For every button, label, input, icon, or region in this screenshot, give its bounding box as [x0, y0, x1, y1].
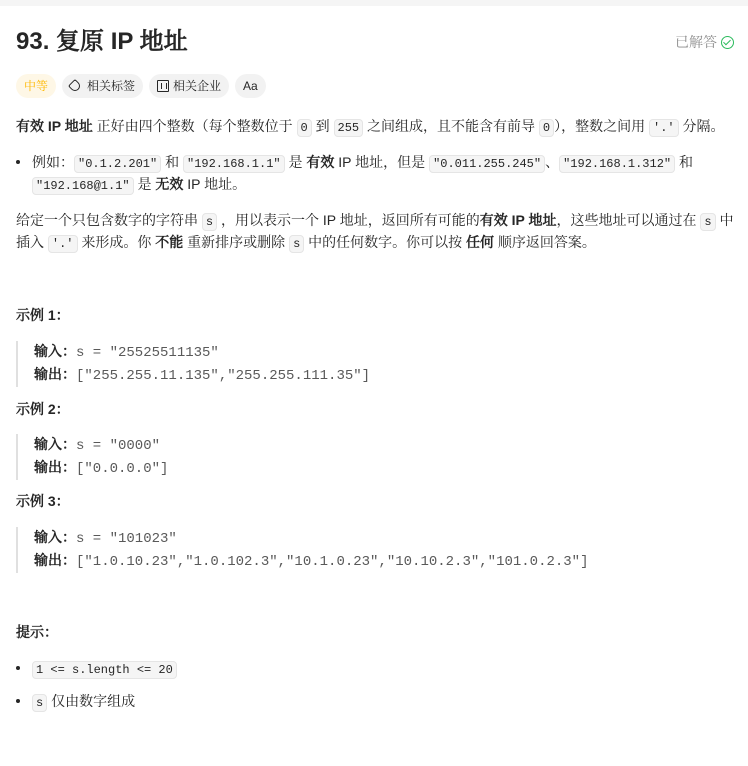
- text: 是: [133, 176, 156, 192]
- text: 和: [675, 154, 694, 170]
- text: ，用以表示一个 IP 地址，返回所有可能的: [217, 212, 480, 228]
- text: ），整数之间用: [554, 118, 650, 134]
- example-2-title: 示例 2：: [16, 401, 70, 417]
- example-1-input: [34, 341, 716, 364]
- input-value: s = "101023": [76, 531, 177, 547]
- bullet-dot: [16, 160, 20, 164]
- example-1-title: 示例 1：: [16, 307, 70, 323]
- bold-valid-ip: 有效 IP 地址: [16, 118, 93, 134]
- code-s: s: [32, 694, 47, 712]
- topics-label: 相关标签: [87, 79, 136, 93]
- example-2-block: [16, 434, 716, 480]
- text: 到: [311, 118, 334, 134]
- bold-text: 无效: [155, 176, 184, 192]
- difficulty-label: 中等: [24, 79, 49, 93]
- page-title[interactable]: 93. 复原 IP 地址: [16, 28, 188, 55]
- solved-label: 已解答: [675, 34, 717, 50]
- companies-tag-button[interactable]: [149, 74, 229, 98]
- code-ip: "192.168@1.1": [32, 177, 134, 195]
- bullet-dot: [16, 666, 20, 670]
- description-paragraph-1: [16, 115, 725, 139]
- bold-text: 任何: [466, 234, 495, 250]
- code-ip: "0.011.255.245": [429, 155, 545, 173]
- text: 中: [715, 212, 734, 228]
- code-s: s: [700, 213, 715, 231]
- text: 插入: [16, 234, 48, 250]
- example-3-output: [34, 550, 716, 573]
- description-paragraph-3: [16, 231, 596, 255]
- tag-bar: [16, 74, 266, 98]
- example-bullet-line-2: [32, 173, 246, 197]
- top-strip: [0, 0, 748, 6]
- code-255: 255: [334, 119, 364, 137]
- font-icon: Aa: [243, 79, 258, 93]
- difficulty-badge: [16, 74, 56, 98]
- output-label: 输出：: [34, 552, 76, 568]
- code-constraint: 1 <= s.length <= 20: [32, 661, 177, 679]
- text: 例如：: [32, 154, 74, 170]
- example-1-block: [16, 341, 716, 387]
- companies-label: 相关企业: [173, 79, 222, 93]
- output-label: 输出：: [34, 459, 76, 475]
- output-label: 输出：: [34, 366, 76, 382]
- bold-text: 不能: [155, 234, 184, 250]
- description-paragraph-2: [16, 209, 734, 233]
- title-row: [16, 26, 734, 58]
- code-s: s: [289, 235, 304, 253]
- code-ip: "192.168.1.1": [183, 155, 285, 173]
- code-ip: "0.1.2.201": [74, 155, 161, 173]
- text: 正好由四个整数（每个整数位于: [92, 118, 297, 134]
- text: 顺序返回答案。: [494, 234, 596, 250]
- text: 、: [545, 154, 560, 170]
- solved-status: [675, 32, 734, 52]
- text: IP 地址。: [183, 176, 247, 192]
- code-s: s: [202, 213, 217, 231]
- bullet-dot: [16, 699, 20, 703]
- output-value: ["0.0.0.0"]: [76, 461, 169, 477]
- input-value: s = "25525511135": [76, 345, 219, 361]
- text: 和: [161, 154, 183, 170]
- input-label: 输入：: [34, 343, 76, 359]
- text: 重新排序或删除: [183, 234, 290, 250]
- code-ip: "192.168.1.312": [559, 155, 675, 173]
- font-size-button[interactable]: [235, 74, 266, 98]
- example-2-input: [34, 434, 716, 457]
- input-label: 输入：: [34, 436, 76, 452]
- text: 给定一个只包含数字的字符串: [16, 212, 202, 228]
- text: 分隔。: [678, 118, 725, 134]
- code-zero: 0: [297, 119, 312, 137]
- building-icon: [157, 80, 169, 92]
- check-circle-icon: [721, 36, 734, 49]
- input-value: s = "0000": [76, 438, 161, 454]
- text: 是: [284, 154, 307, 170]
- bold-text: 有效 IP 地址: [479, 212, 557, 228]
- text: ，这些地址可以通过在: [556, 212, 701, 228]
- code-dot: '.': [649, 119, 679, 137]
- constraint-2: [32, 690, 135, 714]
- example-bullet-line-1: [32, 151, 693, 175]
- text: 来形成。你: [77, 234, 156, 250]
- example-3-title: 示例 3：: [16, 493, 70, 509]
- constraint-1: [32, 657, 177, 681]
- output-value: ["255.255.11.135","255.255.111.35"]: [76, 368, 371, 384]
- example-2-output: [34, 457, 716, 480]
- bold-text: 有效: [306, 154, 335, 170]
- example-1-output: [34, 364, 716, 387]
- example-3-input: [34, 527, 716, 550]
- tag-icon: [68, 79, 82, 93]
- code-dot: '.': [48, 235, 78, 253]
- code-zero-2: 0: [539, 119, 554, 137]
- example-3-block: [16, 527, 716, 573]
- text: IP 地址，但是: [334, 154, 430, 170]
- text: 之间组成，且不能含有前导: [363, 118, 539, 134]
- input-label: 输入：: [34, 529, 76, 545]
- topics-tag-button[interactable]: [62, 74, 143, 98]
- hints-title: 提示：: [16, 624, 58, 640]
- output-value: ["1.0.10.23","1.0.102.3","10.1.0.23","10.10.2.3","101.0.2.3"]: [76, 554, 589, 570]
- text: 仅由数字组成: [47, 693, 136, 709]
- text: 中的任何数字。你可以按: [304, 234, 467, 250]
